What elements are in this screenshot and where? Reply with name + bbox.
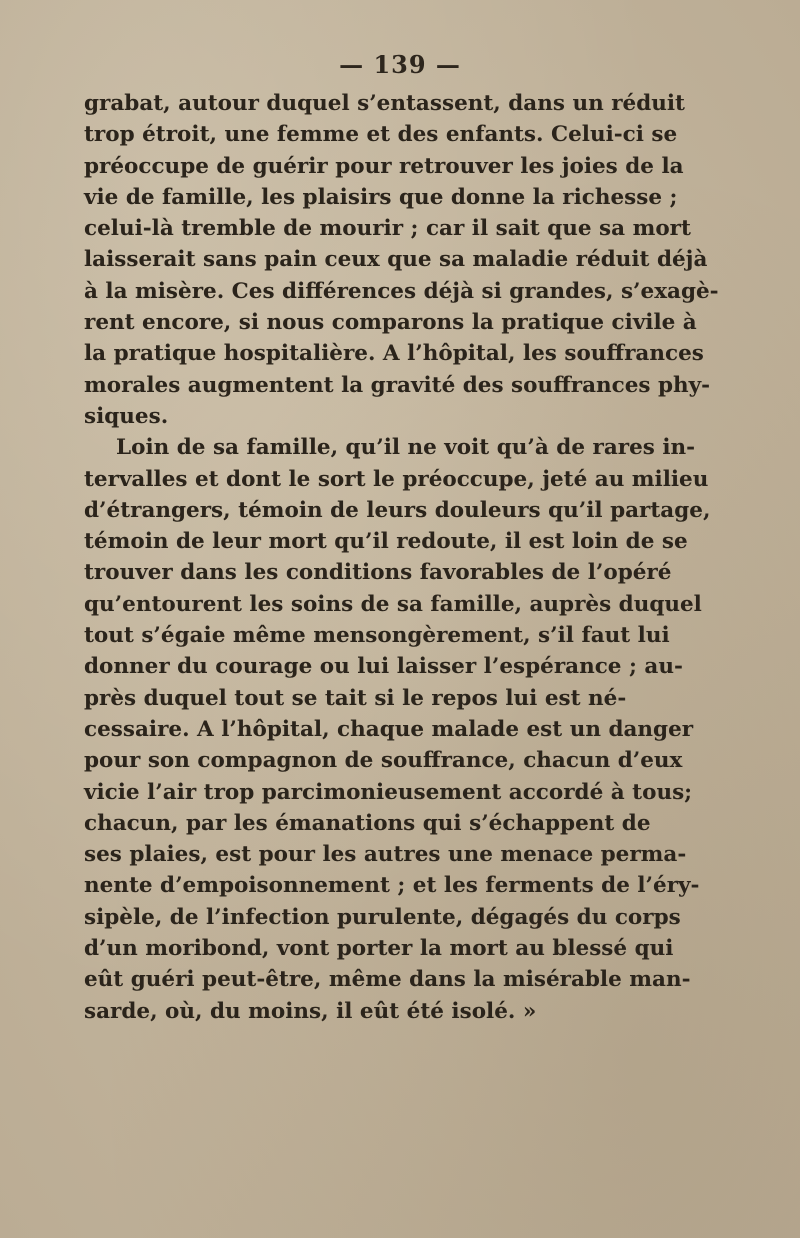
text-line: donner du courage ou lui laisser l’espérance ; au- <box>84 654 683 680</box>
page-number: — 139 — <box>339 50 461 79</box>
text-line: qu’entourent les soins de sa famille, auprès duquel <box>84 591 702 617</box>
text-line: d’un moribond, vont porter la mort au blessé qui <box>84 936 674 962</box>
text-line: la pratique hospitalière. A l’hôpital, les souffrances <box>84 341 704 367</box>
text-line: morales augmentent la gravité des souffrances phy- <box>84 372 711 398</box>
text-line: vie de famille, les plaisirs que donne la richesse ; <box>84 184 678 210</box>
text-line: grabat, autour duquel s’entassent, dans un réduit <box>84 91 685 116</box>
text-line: sipèle, de l’infection purulente, dégagés du corps <box>84 904 681 930</box>
text-line: à la misère. Ces différences déjà si grandes, s’exagè- <box>84 278 719 304</box>
text-line-paragraph-end: siques. <box>84 403 169 429</box>
text-line: vicie l’air trop parcimonieusement accordé à tous; <box>84 779 693 805</box>
text-line: cessaire. A l’hôpital, chaque malade est un danger <box>84 716 694 742</box>
text-line: préoccupe de guérir pour retrouver les joies de la <box>84 153 684 179</box>
text-line: d’étrangers, témoin de leurs douleurs qu’il partage, <box>84 497 711 523</box>
text-line: pour son compagnon de souffrance, chacun d’eux <box>84 748 683 774</box>
text-line: tout s’égaie même mensongèrement, s’il faut lui <box>84 623 670 649</box>
text-line: nente d’empoisonnement ; et les ferments de l’éry- <box>84 873 700 899</box>
text-line: rent encore, si nous comparons la pratique civile à <box>84 310 697 336</box>
text-line-paragraph-end: sarde, où, du moins, il eût été isolé. » <box>84 998 537 1024</box>
body-text <box>84 88 719 1027</box>
text-line: trop étroit, une femme et des enfants. Celui-ci se <box>84 122 678 148</box>
text-line: ses plaies, est pour les autres une menace perma- <box>84 842 687 868</box>
text-line: témoin de leur mort qu’il redoute, il est loin de se <box>84 529 688 555</box>
text-line: tervalles et dont le sort le préoccupe, jeté au milieu <box>84 466 709 492</box>
text-line: chacun, par les émanations qui s’échappent de <box>84 810 651 836</box>
text-line: eût guéri peut-être, même dans la misérable man- <box>84 967 691 993</box>
text-line: celui-là tremble de mourir ; car il sait que sa mort <box>84 216 691 242</box>
text-line-paragraph-start: Loin de sa famille, qu’il ne voit qu’à de rares in- <box>116 435 696 461</box>
text-line: près duquel tout se tait si le repos lui est né- <box>84 685 627 711</box>
text-line: laisserait sans pain ceux que sa maladie réduit déjà <box>84 247 708 273</box>
text-line: trouver dans les conditions favorables de l’opéré <box>84 560 672 586</box>
